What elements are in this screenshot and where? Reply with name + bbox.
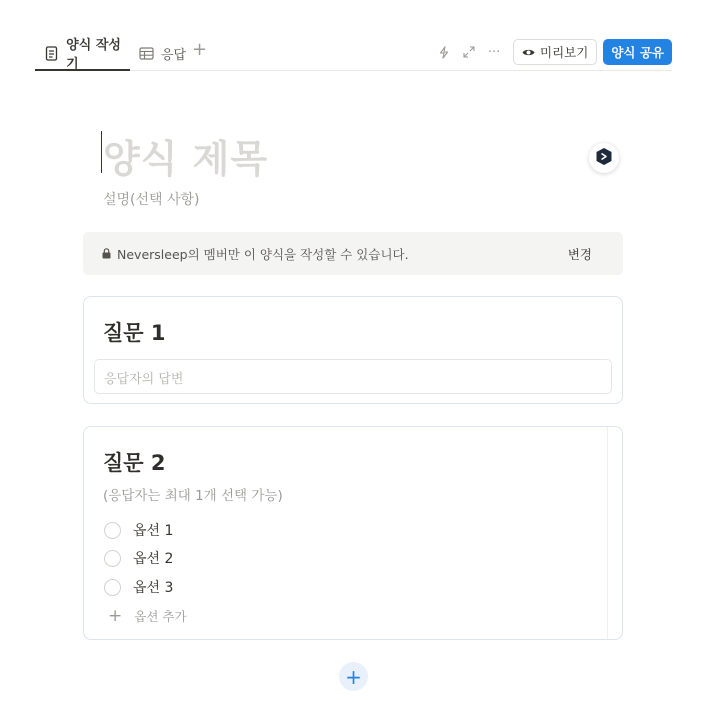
document-icon [44, 45, 59, 61]
option-label[interactable]: 옵션 3 [133, 580, 174, 596]
change-access-button[interactable]: 변경 [567, 247, 592, 262]
add-option-button[interactable] [108, 607, 187, 625]
question-card-2[interactable] [83, 426, 623, 640]
access-notice [83, 232, 623, 275]
form-description-input[interactable]: 설명(선택 사항) [103, 192, 200, 208]
share-form-button[interactable]: 양식 공유 [603, 39, 672, 65]
assistant-icon [595, 147, 613, 170]
add-tab-button[interactable]: + [192, 39, 208, 60]
option-item[interactable] [104, 548, 173, 568]
text-cursor [101, 131, 102, 173]
tab-responses-label: 응답 [161, 48, 187, 63]
eye-icon [522, 48, 535, 57]
table-icon [138, 46, 154, 62]
option-label[interactable]: 옵션 2 [133, 551, 174, 567]
tab-form-builder[interactable] [35, 37, 130, 71]
add-option-label: 옵션 추가 [134, 609, 187, 624]
plus-icon: + [108, 606, 123, 626]
card-scrollbar-track [607, 427, 608, 639]
floating-assistant-button[interactable] [589, 143, 619, 173]
toolbar [430, 39, 672, 65]
option-item[interactable] [104, 577, 173, 597]
tab-form-builder-label: 양식 작성기 [66, 38, 121, 72]
option-item[interactable] [104, 520, 173, 540]
preview-button-label: 미리보기 [540, 45, 589, 60]
access-notice-text: Neversleep의 멤버만 이 양식을 작성할 수 있습니다. [117, 246, 409, 262]
question-title[interactable]: 질문 2 [103, 451, 166, 475]
form-tab-bar [35, 37, 672, 71]
question-hint: (응답자는 최대 1개 선택 가능) [103, 488, 283, 504]
tab-responses[interactable] [138, 37, 186, 70]
radio-button[interactable] [104, 579, 121, 596]
expand-icon[interactable] [458, 41, 480, 63]
lightning-icon[interactable] [433, 41, 455, 63]
question-card-1[interactable] [83, 296, 623, 404]
radio-button[interactable] [104, 550, 121, 567]
preview-button[interactable] [513, 39, 597, 65]
lock-icon [102, 248, 111, 259]
more-options-icon[interactable]: ··· [487, 44, 501, 60]
add-question-button[interactable]: + [339, 662, 368, 691]
question-title[interactable]: 질문 1 [103, 321, 166, 345]
radio-button[interactable] [104, 522, 121, 539]
form-title-input[interactable]: 양식 제목 [103, 137, 269, 181]
option-label[interactable]: 옵션 1 [133, 523, 174, 539]
answer-field[interactable]: 응답자의 답변 [94, 359, 612, 394]
